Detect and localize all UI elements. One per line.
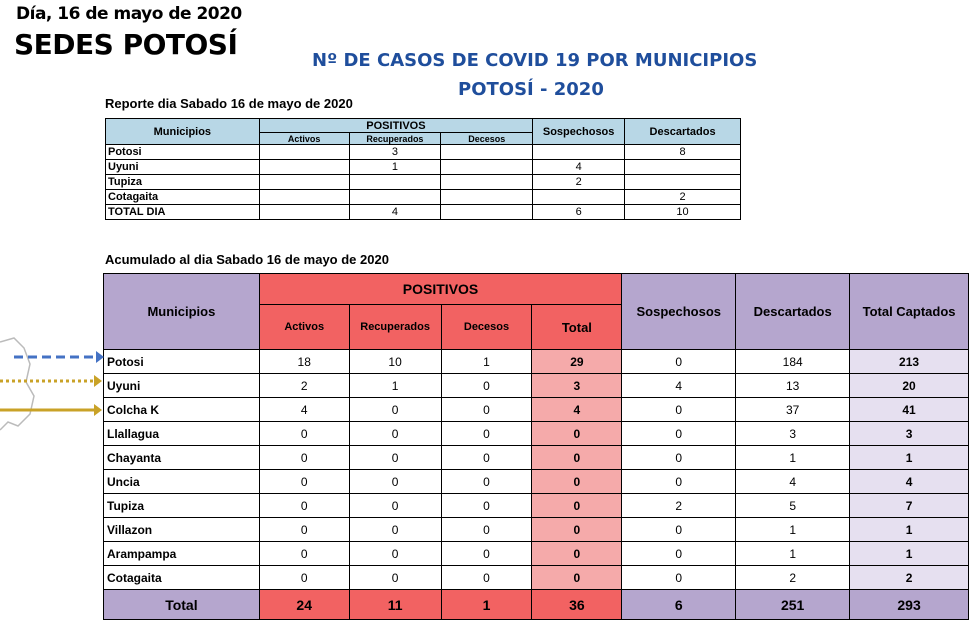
acc-cell-decesos: 0 [441, 422, 532, 446]
report-date: Día, 16 de mayo de 2020 [16, 4, 242, 24]
daily-cell-decesos [441, 160, 533, 175]
acc-cell-municipio: Llallagua [104, 422, 260, 446]
acc-row [104, 422, 969, 446]
acc-cell-decesos: 0 [441, 470, 532, 494]
acc-cell-sospechosos: 4 [622, 374, 736, 398]
acc-cell-decesos: 0 [441, 398, 532, 422]
daily-cell-activos [259, 205, 349, 220]
acc-cell-activos: 0 [259, 518, 349, 542]
acc-header-recuperados: Recuperados [349, 305, 441, 350]
acc-cell-municipio: Villazon [104, 518, 260, 542]
acc-cell-recuperados: 0 [349, 470, 441, 494]
acc-cell-total: 29 [532, 350, 622, 374]
acc-cell-decesos: 0 [441, 542, 532, 566]
acc-cell-total: 3 [532, 374, 622, 398]
acc-total-activos: 24 [259, 590, 349, 620]
acc-cell-activos: 0 [259, 494, 349, 518]
daily-cell-recuperados: 4 [349, 205, 441, 220]
acc-row [104, 398, 969, 422]
daily-cell-recuperados [349, 175, 441, 190]
acc-row [104, 374, 969, 398]
acc-cell-municipio: Potosi [104, 350, 260, 374]
daily-cell-recuperados [349, 190, 441, 205]
acc-cell-total: 0 [532, 542, 622, 566]
acc-cell-descartados: 1 [736, 446, 850, 470]
daily-row [106, 175, 741, 190]
acc-cell-recuperados: 0 [349, 494, 441, 518]
acc-cell-decesos: 1 [441, 350, 532, 374]
daily-cell-decesos [441, 175, 533, 190]
header-positivos: POSITIVOS [259, 119, 533, 133]
daily-cell-recuperados: 1 [349, 160, 441, 175]
acc-cell-total: 0 [532, 518, 622, 542]
acc-total-sospechosos: 6 [622, 590, 736, 620]
acc-header-sospechosos: Sospechosos [622, 274, 736, 350]
acc-cell-captados: 1 [850, 446, 969, 470]
header-municipios: Municipios [106, 119, 260, 145]
acc-total-total: 36 [532, 590, 622, 620]
acc-cell-sospechosos: 0 [622, 566, 736, 590]
acc-cell-recuperados: 10 [349, 350, 441, 374]
acc-cell-sospechosos: 2 [622, 494, 736, 518]
daily-row [106, 190, 741, 205]
acc-cell-activos: 0 [259, 470, 349, 494]
acc-cell-activos: 2 [259, 374, 349, 398]
acc-cell-recuperados: 0 [349, 398, 441, 422]
acc-cell-recuperados: 0 [349, 542, 441, 566]
daily-report-caption: Reporte dia Sabado 16 de mayo de 2020 [105, 96, 353, 111]
daily-cell-municipio: Potosi [106, 145, 260, 160]
page-title: Nº DE CASOS DE COVID 19 POR MUNICIPIOS [312, 50, 758, 71]
acc-cell-captados: 1 [850, 542, 969, 566]
daily-cell-descartados [625, 160, 741, 175]
acc-cell-decesos: 0 [441, 518, 532, 542]
acc-header-positivos: POSITIVOS [259, 274, 622, 305]
acc-cell-municipio: Chayanta [104, 446, 260, 470]
acc-total-descartados: 251 [736, 590, 850, 620]
acc-cell-decesos: 0 [441, 446, 532, 470]
accumulated-caption: Acumulado al dia Sabado 16 de mayo de 2020 [105, 252, 389, 267]
acc-cell-descartados: 1 [736, 518, 850, 542]
acc-cell-recuperados: 1 [349, 374, 441, 398]
acc-cell-sospechosos: 0 [622, 422, 736, 446]
acc-cell-captados: 41 [850, 398, 969, 422]
acc-row [104, 518, 969, 542]
acc-cell-municipio: Uncia [104, 470, 260, 494]
header-activos: Activos [259, 133, 349, 145]
acc-cell-total: 0 [532, 470, 622, 494]
daily-cell-activos [259, 190, 349, 205]
daily-cell-activos [259, 145, 349, 160]
acc-cell-municipio: Tupiza [104, 494, 260, 518]
daily-cell-sospechosos [533, 145, 625, 160]
acc-row [104, 446, 969, 470]
daily-row [106, 160, 741, 175]
acc-cell-sospechosos: 0 [622, 446, 736, 470]
acc-total-row [104, 590, 969, 620]
acc-cell-sospechosos: 0 [622, 518, 736, 542]
acc-cell-descartados: 2 [736, 566, 850, 590]
acc-cell-sospechosos: 0 [622, 470, 736, 494]
acc-cell-sospechosos: 0 [622, 398, 736, 422]
header-sospechosos: Sospechosos [533, 119, 625, 145]
map-outline-icon [0, 338, 34, 430]
daily-cell-municipio: Tupiza [106, 175, 260, 190]
organization-name: SEDES POTOSÍ [14, 28, 238, 61]
daily-cell-descartados: 10 [625, 205, 741, 220]
acc-cell-recuperados: 0 [349, 422, 441, 446]
acc-cell-total: 0 [532, 446, 622, 470]
acc-cell-activos: 0 [259, 542, 349, 566]
acc-cell-captados: 4 [850, 470, 969, 494]
daily-cell-sospechosos [533, 190, 625, 205]
acc-cell-municipio: Colcha K [104, 398, 260, 422]
acc-cell-activos: 0 [259, 422, 349, 446]
acc-cell-descartados: 37 [736, 398, 850, 422]
acc-total-recuperados: 11 [349, 590, 441, 620]
acc-cell-total: 0 [532, 422, 622, 446]
daily-cell-activos [259, 160, 349, 175]
acc-cell-captados: 3 [850, 422, 969, 446]
acc-cell-captados: 213 [850, 350, 969, 374]
daily-cell-municipio: Cotagaita [106, 190, 260, 205]
acc-cell-recuperados: 0 [349, 446, 441, 470]
header-descartados: Descartados [625, 119, 741, 145]
acc-header-municipios: Municipios [104, 274, 260, 350]
acc-header-total: Total [532, 305, 622, 350]
daily-cell-sospechosos: 2 [533, 175, 625, 190]
acc-cell-recuperados: 0 [349, 518, 441, 542]
daily-cell-decesos [441, 190, 533, 205]
acc-cell-captados: 2 [850, 566, 969, 590]
acc-header-activos: Activos [259, 305, 349, 350]
daily-cell-descartados: 8 [625, 145, 741, 160]
acc-cell-captados: 20 [850, 374, 969, 398]
acc-total-captados: 293 [850, 590, 969, 620]
daily-report-table [105, 118, 741, 220]
acc-cell-sospechosos: 0 [622, 350, 736, 374]
daily-cell-municipio: TOTAL DIA [106, 205, 260, 220]
header-recuperados: Recuperados [349, 133, 441, 145]
daily-cell-sospechosos: 6 [533, 205, 625, 220]
page-subtitle: POTOSÍ - 2020 [458, 79, 604, 100]
acc-cell-total: 0 [532, 494, 622, 518]
acc-cell-activos: 4 [259, 398, 349, 422]
acc-cell-captados: 1 [850, 518, 969, 542]
daily-cell-activos [259, 175, 349, 190]
acc-cell-descartados: 184 [736, 350, 850, 374]
acc-cell-descartados: 4 [736, 470, 850, 494]
acc-header-total-captados: Total Captados [850, 274, 969, 350]
daily-cell-municipio: Uyuni [106, 160, 260, 175]
acc-cell-municipio: Cotagaita [104, 566, 260, 590]
daily-row [106, 205, 741, 220]
acc-cell-decesos: 0 [441, 374, 532, 398]
acc-cell-descartados: 1 [736, 542, 850, 566]
acc-cell-descartados: 3 [736, 422, 850, 446]
acc-cell-recuperados: 0 [349, 566, 441, 590]
acc-total-label: Total [104, 590, 260, 620]
header-decesos: Decesos [441, 133, 533, 145]
acc-cell-activos: 18 [259, 350, 349, 374]
acc-cell-municipio: Uyuni [104, 374, 260, 398]
acc-cell-sospechosos: 0 [622, 542, 736, 566]
acc-header-decesos: Decesos [441, 305, 532, 350]
acc-row [104, 470, 969, 494]
daily-cell-decesos [441, 145, 533, 160]
acc-cell-activos: 0 [259, 446, 349, 470]
acc-row [104, 566, 969, 590]
acc-cell-descartados: 13 [736, 374, 850, 398]
daily-cell-sospechosos: 4 [533, 160, 625, 175]
acc-cell-decesos: 0 [441, 566, 532, 590]
acc-row [104, 494, 969, 518]
daily-cell-recuperados: 3 [349, 145, 441, 160]
daily-cell-descartados [625, 175, 741, 190]
acc-row [104, 542, 969, 566]
acc-total-decesos: 1 [441, 590, 532, 620]
acc-header-descartados: Descartados [736, 274, 850, 350]
accumulated-table [103, 273, 969, 620]
acc-cell-descartados: 5 [736, 494, 850, 518]
daily-row [106, 145, 741, 160]
daily-cell-decesos [441, 205, 533, 220]
map-arrows-graphic [0, 330, 110, 440]
acc-cell-captados: 7 [850, 494, 969, 518]
daily-cell-descartados: 2 [625, 190, 741, 205]
acc-cell-total: 4 [532, 398, 622, 422]
acc-cell-activos: 0 [259, 566, 349, 590]
acc-cell-decesos: 0 [441, 494, 532, 518]
acc-row [104, 350, 969, 374]
acc-cell-total: 0 [532, 566, 622, 590]
acc-cell-municipio: Arampampa [104, 542, 260, 566]
